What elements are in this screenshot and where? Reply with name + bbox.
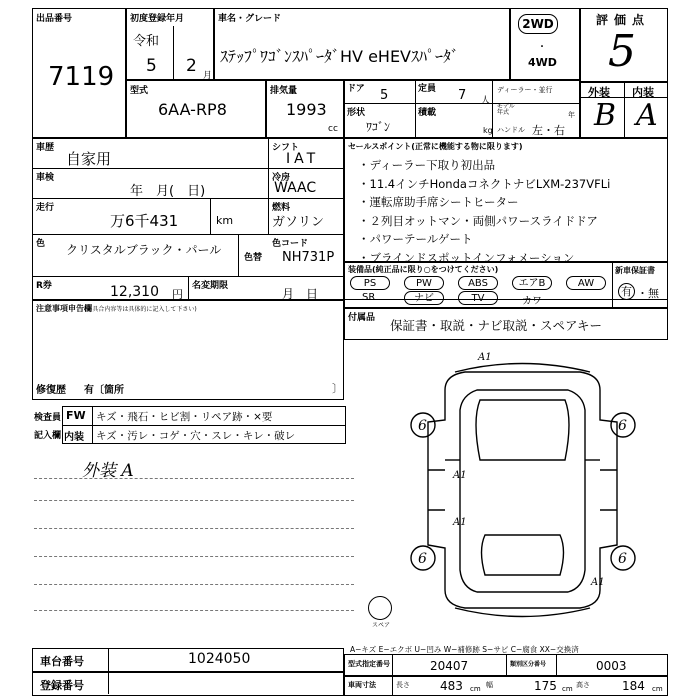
capacity-label: 定員: [418, 84, 437, 94]
rear-window: [482, 535, 564, 575]
width-value: 175: [534, 679, 557, 693]
color-label: 色: [36, 239, 46, 249]
era: 令和: [133, 34, 160, 49]
inspector-label-top: 検査員: [34, 413, 62, 423]
interior-label: 内装: [632, 86, 654, 99]
height-value: 184: [622, 679, 645, 693]
handle-value: 左・右: [532, 124, 565, 137]
sales-point-item: ・ディーラー下取り初出品: [358, 158, 496, 172]
accessories-value: 保証書・取説・ナビ取説・スペアキー: [390, 318, 603, 333]
damage-mark: A1: [453, 517, 467, 528]
chassis-label: 車台番号: [40, 655, 84, 668]
length-unit: cm: [470, 685, 481, 693]
dims-box: [344, 676, 668, 696]
drive-2wd: 2WD: [518, 14, 558, 34]
capacity-value: 7: [458, 88, 467, 103]
damage-legend: A−キズ E−エクボ U−凹み W−補修跡 S−サビ C−腐食 XX−交換済: [350, 645, 579, 654]
equip-pw: PW: [404, 276, 444, 290]
mileage-value: 万6千431: [110, 212, 179, 230]
sales-point-item: ・運転席助手席シートヒーター: [358, 195, 519, 209]
repair-label: 修復歴: [36, 385, 66, 396]
first-reg-month: 2: [186, 56, 197, 76]
year-unit: 年: [568, 111, 575, 119]
equip-abs: ABS: [458, 276, 498, 290]
height-label: 高さ: [576, 681, 590, 689]
sales-points-label: セールスポイント(正常に機能する物に限ります): [348, 142, 523, 151]
interior-label: 内装: [64, 432, 84, 443]
exterior-grade: B: [594, 98, 617, 133]
repair-end: 〕: [332, 382, 343, 395]
tire-mark: 6: [618, 551, 627, 567]
body-label: 形状: [347, 108, 366, 118]
exterior-label: 外装: [588, 86, 610, 99]
interior-grade: A: [636, 98, 658, 133]
color-code-label: 色コード: [272, 239, 309, 249]
displacement-unit: cc: [328, 124, 338, 134]
month-unit: 月: [203, 71, 213, 81]
sales-point-item: ・ブラインドスポットインフォメーション: [358, 250, 575, 265]
usage-label: 車歴: [36, 143, 55, 153]
ac-label: 冷房: [272, 173, 291, 183]
doors-value: 5: [380, 88, 389, 103]
score-value: 5: [608, 26, 636, 77]
load-unit: kg: [483, 126, 493, 135]
equip-leather: カワ: [522, 296, 542, 307]
damage-mark: A1: [453, 470, 467, 481]
drive-4wd: 4WD: [528, 56, 557, 69]
name-change-value: 月 日: [282, 287, 319, 301]
sales-point-item: ・パワーテールゲート: [358, 232, 473, 246]
sales-points-list: [358, 156, 610, 267]
category-value: 0003: [596, 659, 627, 673]
car-diagram: [395, 350, 650, 630]
model-year-label: モデル年式: [497, 103, 515, 116]
fuel-label: 燃料: [272, 203, 291, 213]
accessories-label: 付属品: [348, 313, 376, 323]
type-value: 6AA-RP8: [158, 100, 227, 119]
recycle-unit: 円: [172, 288, 183, 301]
spare-label: スペア: [372, 622, 391, 629]
fw-label: FW: [66, 409, 86, 422]
notes-label: 注意事項申告欄: [36, 304, 92, 313]
length-value: 483: [440, 679, 463, 693]
first-reg-label: 初度登録年月: [130, 14, 185, 24]
handle-label: ハンドル: [497, 126, 525, 134]
tire-mark: 6: [418, 551, 427, 567]
damage-mark: A1: [478, 352, 492, 363]
approval-value: 20407: [430, 659, 469, 673]
equipment-label: 装備品(純正品に限り○をつけてください): [348, 265, 499, 274]
load-label: 積載: [418, 108, 437, 118]
length-label: 長さ: [396, 681, 410, 689]
recycle-label: R券: [36, 281, 52, 291]
color-value: クリスタルブラック・パール: [66, 243, 222, 257]
equip-airbag: エアB: [512, 276, 552, 290]
shift-value: IAT: [286, 151, 320, 167]
interior-items: キズ・汚レ・コゲ・穴・スレ・キレ・破レ: [96, 430, 296, 442]
equip-aw: AW: [566, 276, 606, 290]
repair-value: 有〔箇所: [84, 385, 124, 396]
fuel-value: ガソリン: [272, 215, 325, 230]
inspection-label: 車検: [36, 173, 55, 183]
displacement-value: 1993: [286, 100, 327, 119]
mileage-unit: km: [216, 214, 234, 227]
model-name-label: 車名・グレード: [218, 14, 282, 24]
usage-value: 自家用: [66, 150, 112, 168]
model-name: ｽﾃｯﾌﾟﾜｺﾞﾝｽﾊﾟｰﾀﾞHV eHEVｽﾊﾟｰﾀﾞ: [220, 47, 459, 66]
handwritten-note: 外装 A: [82, 461, 134, 481]
inspector-label-bottom: 記入欄: [34, 431, 62, 441]
sales-point-item: ・11.4インチHondaコネクトナビLXM-237VFLi: [358, 176, 611, 191]
damage-mark: A1: [591, 577, 605, 588]
dealer-label: ディーラー・並行: [497, 86, 553, 94]
category-label: 類別区分番号: [510, 661, 547, 668]
notes-box: [32, 300, 344, 400]
height-unit: cm: [652, 685, 663, 693]
roof-outline: [460, 390, 585, 592]
warranty-no: ・無: [637, 287, 659, 300]
dims-label: 車両寸法: [348, 681, 376, 689]
registration-label: 登録番号: [40, 679, 84, 692]
recycle-value: 12,310: [110, 284, 159, 300]
equip-ps: PS: [350, 276, 390, 290]
mileage-label: 走行: [36, 203, 55, 213]
doors-label: ドア: [347, 84, 365, 94]
warranty-yes: 有: [618, 283, 635, 300]
displacement-label: 排気量: [270, 86, 298, 96]
first-reg-year: 5: [146, 56, 157, 76]
equip-tv: TV: [458, 291, 498, 305]
equip-navi: ナビ: [404, 291, 444, 305]
approval-label: 型式指定番号: [348, 660, 390, 668]
lot-number: 7119: [48, 62, 115, 92]
spare-tire-icon: [368, 596, 392, 620]
body-value: ﾜｺﾞﾝ: [366, 120, 391, 134]
capacity-unit: 人: [481, 96, 491, 106]
equip-sr: SR: [362, 292, 376, 303]
shift-label: シフト: [272, 143, 300, 153]
width-label: 幅: [486, 681, 493, 689]
tire-mark: 6: [618, 418, 627, 434]
windshield: [476, 400, 569, 460]
type-label: 型式: [130, 86, 149, 96]
color-code-value: NH731P: [282, 250, 335, 265]
ac-value: WAAC: [274, 180, 317, 196]
fw-items: キズ・飛石・ヒビ割・リペア跡・×要: [96, 411, 273, 423]
warranty-label: 新車保証書: [615, 266, 655, 275]
lot-label: 出品番号: [36, 14, 73, 24]
width-unit: cm: [562, 685, 573, 693]
inspection-value: 年 月( 日): [130, 184, 206, 199]
color-change-label: 色替: [244, 253, 263, 263]
tire-mark: 6: [418, 418, 427, 434]
sales-point-item: ・２列目オットマン・両側パワースライドドア: [358, 213, 598, 228]
chassis-value: 1024050: [188, 651, 251, 667]
name-change-label: 名変期限: [192, 281, 229, 291]
notes-sub-label: (不具合内容等は具体的に記入して下さい): [84, 306, 197, 313]
score-label: 評価点: [596, 13, 651, 27]
body-outline: [428, 372, 617, 608]
